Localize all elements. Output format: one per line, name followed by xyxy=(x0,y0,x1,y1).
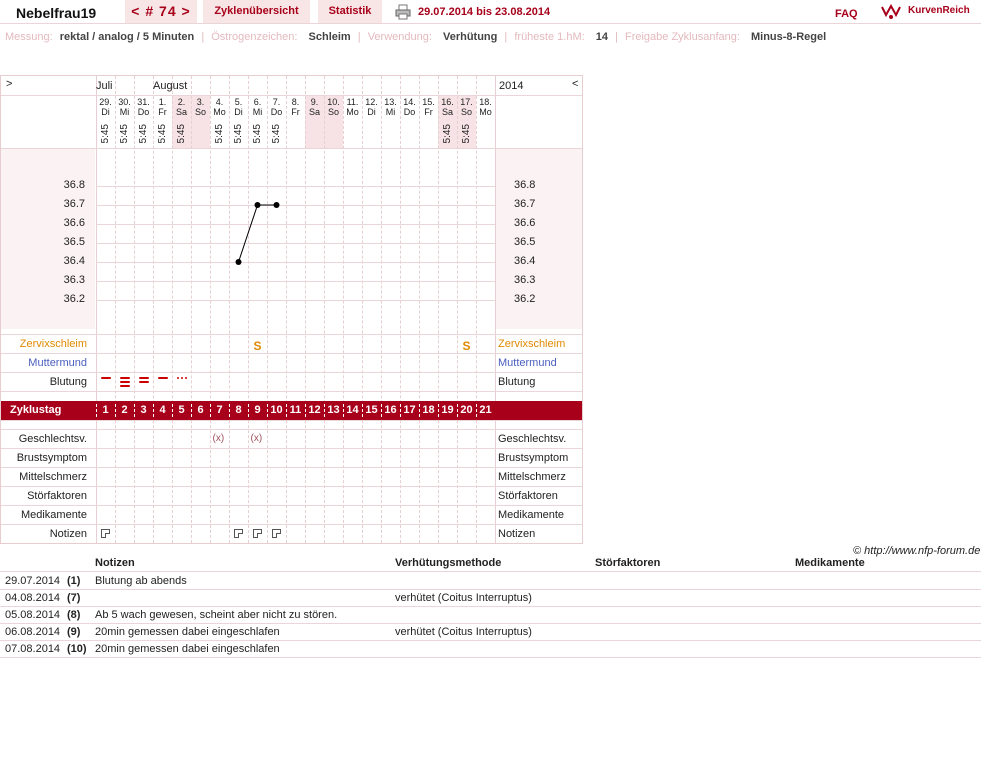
note-text: 20min gemessen dabei eingeschlafen xyxy=(95,626,280,638)
month-label-july: Juli xyxy=(96,80,113,92)
note-icon[interactable] xyxy=(272,529,281,538)
print-icon[interactable] xyxy=(395,4,411,20)
info-value-earliest: 14 xyxy=(595,31,608,43)
user-name: Nebelfrau19 xyxy=(16,5,97,21)
row-label-medikamente-right: Medikamente xyxy=(498,509,565,521)
note-date: 04.08.2014 xyxy=(5,592,61,604)
row-label-brustsymptom-right: Brustsymptom xyxy=(498,452,569,464)
date-range: 29.07.2014 bis 23.08.2014 xyxy=(418,6,551,18)
temp-tick-right: 36.8 xyxy=(514,179,536,191)
info-value-measure: rektal / analog / 5 Minuten xyxy=(59,31,195,43)
cycle-overview-link[interactable]: Zyklenübersicht xyxy=(203,0,310,23)
header-divider xyxy=(0,23,981,24)
note-text: Ab 5 wach gewesen, scheint aber nicht zu stören. xyxy=(95,609,338,621)
cycle-day-number: 9 xyxy=(254,404,261,416)
table-row xyxy=(0,640,981,658)
day-weekday: Di xyxy=(101,107,110,117)
cycle-day-number: 1 xyxy=(102,404,109,416)
day-weekday: Fr xyxy=(291,107,300,117)
nav-prev-button[interactable]: > xyxy=(6,78,13,90)
measure-time: 5:45 xyxy=(138,124,149,144)
day-weekday: Mo xyxy=(213,107,226,117)
day-weekday: Sa xyxy=(175,107,187,117)
measure-time: 5:45 xyxy=(157,124,168,144)
measure-time: 5:45 xyxy=(252,124,263,144)
temp-tick-right: 36.5 xyxy=(514,236,536,248)
note-text: Blutung ab abends xyxy=(95,575,187,587)
day-weekday: Mi xyxy=(119,107,130,117)
day-weekday: Fr xyxy=(424,107,433,117)
row-label-muttermund: Muttermund xyxy=(28,357,87,369)
note-icon[interactable] xyxy=(101,529,110,538)
day-date: 13. xyxy=(384,97,397,107)
note-icon[interactable] xyxy=(234,529,243,538)
day-date: 15. xyxy=(422,97,435,107)
row-label-brustsymptom: Brustsymptom xyxy=(16,452,87,464)
day-date: 16. xyxy=(441,97,454,107)
day-date: 9. xyxy=(310,97,319,107)
info-label-earliest: früheste 1.hM: xyxy=(514,31,585,43)
month-label-august: August xyxy=(153,80,188,92)
temp-tick-right: 36.7 xyxy=(514,198,536,210)
day-weekday: Fr xyxy=(158,107,167,117)
nav-next-button[interactable]: < xyxy=(572,78,579,90)
measure-time: 5:45 xyxy=(442,124,453,144)
cycle-day-number: 16 xyxy=(384,404,397,416)
temp-tick-left: 36.3 xyxy=(63,274,85,286)
row-label-geschlechtsv-right: Geschlechtsv. xyxy=(498,433,567,445)
temp-line xyxy=(239,205,277,262)
day-date: 18. xyxy=(479,97,492,107)
cycle-day-number: 18 xyxy=(422,404,435,416)
cycle-day-number: 6 xyxy=(197,404,204,416)
row-label-geschlechtsv: Geschlechtsv. xyxy=(18,433,87,445)
day-weekday: Do xyxy=(270,107,283,117)
note-method: verhütet (Coitus Interruptus) xyxy=(395,592,532,604)
bleeding-mark[interactable] xyxy=(120,377,130,379)
day-weekday: Mi xyxy=(385,107,396,117)
info-value-usage: Verhütung xyxy=(442,31,498,43)
measure-time: 5:45 xyxy=(176,124,187,144)
row-label-zervixschleim-right: Zervixschleim xyxy=(498,338,566,350)
cycle-day-number: 15 xyxy=(365,404,378,416)
day-date: 30. xyxy=(118,97,131,107)
notes-header-notes: Notizen xyxy=(95,557,135,569)
row-label-strfaktoren-right: Störfaktoren xyxy=(498,490,558,502)
day-weekday: Do xyxy=(137,107,150,117)
notes-header-medication: Medikamente xyxy=(795,557,865,569)
notes-header-method: Verhütungsmethode xyxy=(395,557,502,569)
cycle-day-number: 13 xyxy=(327,404,340,416)
statistics-link[interactable]: Statistik xyxy=(318,0,382,23)
note-cycle-day: (10) xyxy=(67,643,87,655)
row-label-blutung-right: Blutung xyxy=(498,376,536,388)
faq-link[interactable]: FAQ xyxy=(835,8,858,20)
cycle-day-number: 11 xyxy=(289,404,302,416)
temperature-curve xyxy=(1,76,582,543)
day-weekday: Mo xyxy=(346,107,359,117)
spotting-mark[interactable] xyxy=(185,377,187,379)
day-weekday: Mi xyxy=(252,107,263,117)
info-label-release: Freigabe Zyklusanfang: xyxy=(624,31,740,43)
note-cycle-day: (1) xyxy=(67,575,81,587)
temp-point xyxy=(236,259,242,265)
temp-tick-right: 36.4 xyxy=(514,255,536,267)
mucus-mark[interactable]: S xyxy=(462,339,471,353)
note-cycle-day: (8) xyxy=(67,609,81,621)
measure-time: 5:45 xyxy=(100,124,111,144)
cycle-day-number: 20 xyxy=(460,404,473,416)
measure-time: 5:45 xyxy=(271,124,282,144)
intercourse-mark[interactable]: (x) xyxy=(212,433,225,444)
mucus-mark[interactable]: S xyxy=(253,339,262,353)
measure-time: 5:45 xyxy=(119,124,130,144)
temp-point xyxy=(255,202,261,208)
row-label-blutung: Blutung xyxy=(49,376,87,388)
table-row xyxy=(0,606,981,624)
info-label-estrogen: Östrogenzeichen: xyxy=(211,31,298,43)
cycle-day-number: 10 xyxy=(270,404,283,416)
day-date: 17. xyxy=(460,97,473,107)
temp-tick-right: 36.3 xyxy=(514,274,536,286)
day-weekday: Mo xyxy=(479,107,492,117)
cycle-day-bar xyxy=(1,401,582,420)
temp-point xyxy=(274,202,280,208)
bleeding-mark[interactable] xyxy=(120,381,130,383)
bleeding-mark[interactable] xyxy=(101,377,111,379)
cycle-day-number: 19 xyxy=(441,404,454,416)
day-date: 29. xyxy=(99,97,112,107)
note-date: 29.07.2014 xyxy=(5,575,61,587)
day-date: 12. xyxy=(365,97,378,107)
cycle-day-number: 12 xyxy=(308,404,321,416)
cycle-day-number: 7 xyxy=(216,404,223,416)
day-date: 31. xyxy=(137,97,150,107)
cycle-day-number: 17 xyxy=(403,404,416,416)
note-cycle-day: (7) xyxy=(67,592,81,604)
brand-name[interactable]: KurvenReich xyxy=(908,5,970,16)
row-label-muttermund-right: Muttermund xyxy=(498,357,557,369)
day-date: 4. xyxy=(215,97,224,107)
cycle-day-number: 5 xyxy=(178,404,185,416)
table-row xyxy=(0,623,981,641)
row-label-medikamente: Medikamente xyxy=(20,509,87,521)
day-date: 8. xyxy=(291,97,300,107)
measure-time: 5:45 xyxy=(461,124,472,144)
day-weekday: So xyxy=(460,107,472,117)
row-label-mittelschmerz-right: Mittelschmerz xyxy=(498,471,566,483)
bleeding-mark[interactable] xyxy=(120,385,130,387)
note-date: 06.08.2014 xyxy=(5,626,61,638)
row-label-notizen: Notizen xyxy=(49,528,87,540)
info-label-measure: Messung: xyxy=(5,31,53,43)
day-date: 3. xyxy=(196,97,205,107)
spotting-mark[interactable] xyxy=(181,377,183,379)
settings-line: Messung: rektal / analog / 5 Minuten | Östrogenzeichen: Schleim | Verwendung: Verhütung | früheste 1.hM: 14 | Freigabe Zyklusanfang: Minus-8-Regel xyxy=(5,31,827,43)
row-label-notizen-right: Notizen xyxy=(498,528,536,540)
cycle-day-number: 3 xyxy=(140,404,147,416)
cycle-day-number: 14 xyxy=(346,404,359,416)
bleeding-mark[interactable] xyxy=(139,381,149,383)
copyright: © http://www.nfp-forum.de xyxy=(853,545,981,557)
day-weekday: So xyxy=(327,107,339,117)
row-label-zervixschleim: Zervixschleim xyxy=(19,338,87,350)
intercourse-mark[interactable]: (x) xyxy=(250,433,263,444)
cycle-day-label: Zyklustag xyxy=(10,404,62,416)
spotting-mark[interactable] xyxy=(177,377,179,379)
day-date: 1. xyxy=(158,97,167,107)
row-label-strfaktoren: Störfaktoren xyxy=(27,490,87,502)
temp-tick-left: 36.6 xyxy=(63,217,85,229)
measure-time: 5:45 xyxy=(233,124,244,144)
year-label: 2014 xyxy=(499,80,524,92)
table-row xyxy=(0,589,981,607)
day-date: 10. xyxy=(327,97,340,107)
cycle-day-number: 4 xyxy=(159,404,166,416)
info-value-estrogen: Schleim xyxy=(308,31,351,43)
temp-tick-left: 36.2 xyxy=(63,293,85,305)
day-weekday: Do xyxy=(403,107,416,117)
kurvenreich-logo-icon[interactable] xyxy=(880,2,902,20)
day-date: 14. xyxy=(403,97,416,107)
day-date: 11. xyxy=(346,97,359,107)
day-weekday: Sa xyxy=(308,107,320,117)
table-row xyxy=(0,572,981,590)
day-date: 6. xyxy=(253,97,262,107)
note-icon[interactable] xyxy=(253,529,262,538)
cycle-navigator[interactable]: < # 74 > xyxy=(125,0,197,23)
note-cycle-day: (9) xyxy=(67,626,81,638)
day-date: 2. xyxy=(177,97,186,107)
temp-tick-left: 36.8 xyxy=(63,179,85,191)
day-weekday: Di xyxy=(234,107,243,117)
notes-header-disturbances: Störfaktoren xyxy=(595,557,661,569)
note-date: 05.08.2014 xyxy=(5,609,61,621)
temp-tick-left: 36.5 xyxy=(63,236,85,248)
note-date: 07.08.2014 xyxy=(5,643,61,655)
day-weekday: Di xyxy=(367,107,376,117)
note-text: 20min gemessen dabei eingeschlafen xyxy=(95,643,280,655)
info-label-usage: Verwendung: xyxy=(367,31,432,43)
temp-tick-right: 36.2 xyxy=(514,293,536,305)
day-weekday: So xyxy=(194,107,206,117)
temp-tick-right: 36.6 xyxy=(514,217,536,229)
day-date: 7. xyxy=(272,97,281,107)
note-method: verhütet (Coitus Interruptus) xyxy=(395,626,532,638)
info-value-release: Minus-8-Regel xyxy=(750,31,827,43)
bleeding-mark[interactable] xyxy=(158,377,168,379)
cycle-day-number: 21 xyxy=(479,404,492,416)
bleeding-mark[interactable] xyxy=(139,377,149,379)
measure-time: 5:45 xyxy=(214,124,225,144)
cycle-chart xyxy=(0,75,583,544)
cycle-day-number: 2 xyxy=(121,404,128,416)
temp-tick-left: 36.7 xyxy=(63,198,85,210)
row-label-mittelschmerz: Mittelschmerz xyxy=(19,471,87,483)
day-date: 5. xyxy=(234,97,243,107)
cycle-day-number: 8 xyxy=(235,404,242,416)
temp-tick-left: 36.4 xyxy=(63,255,85,267)
day-weekday: Sa xyxy=(441,107,453,117)
